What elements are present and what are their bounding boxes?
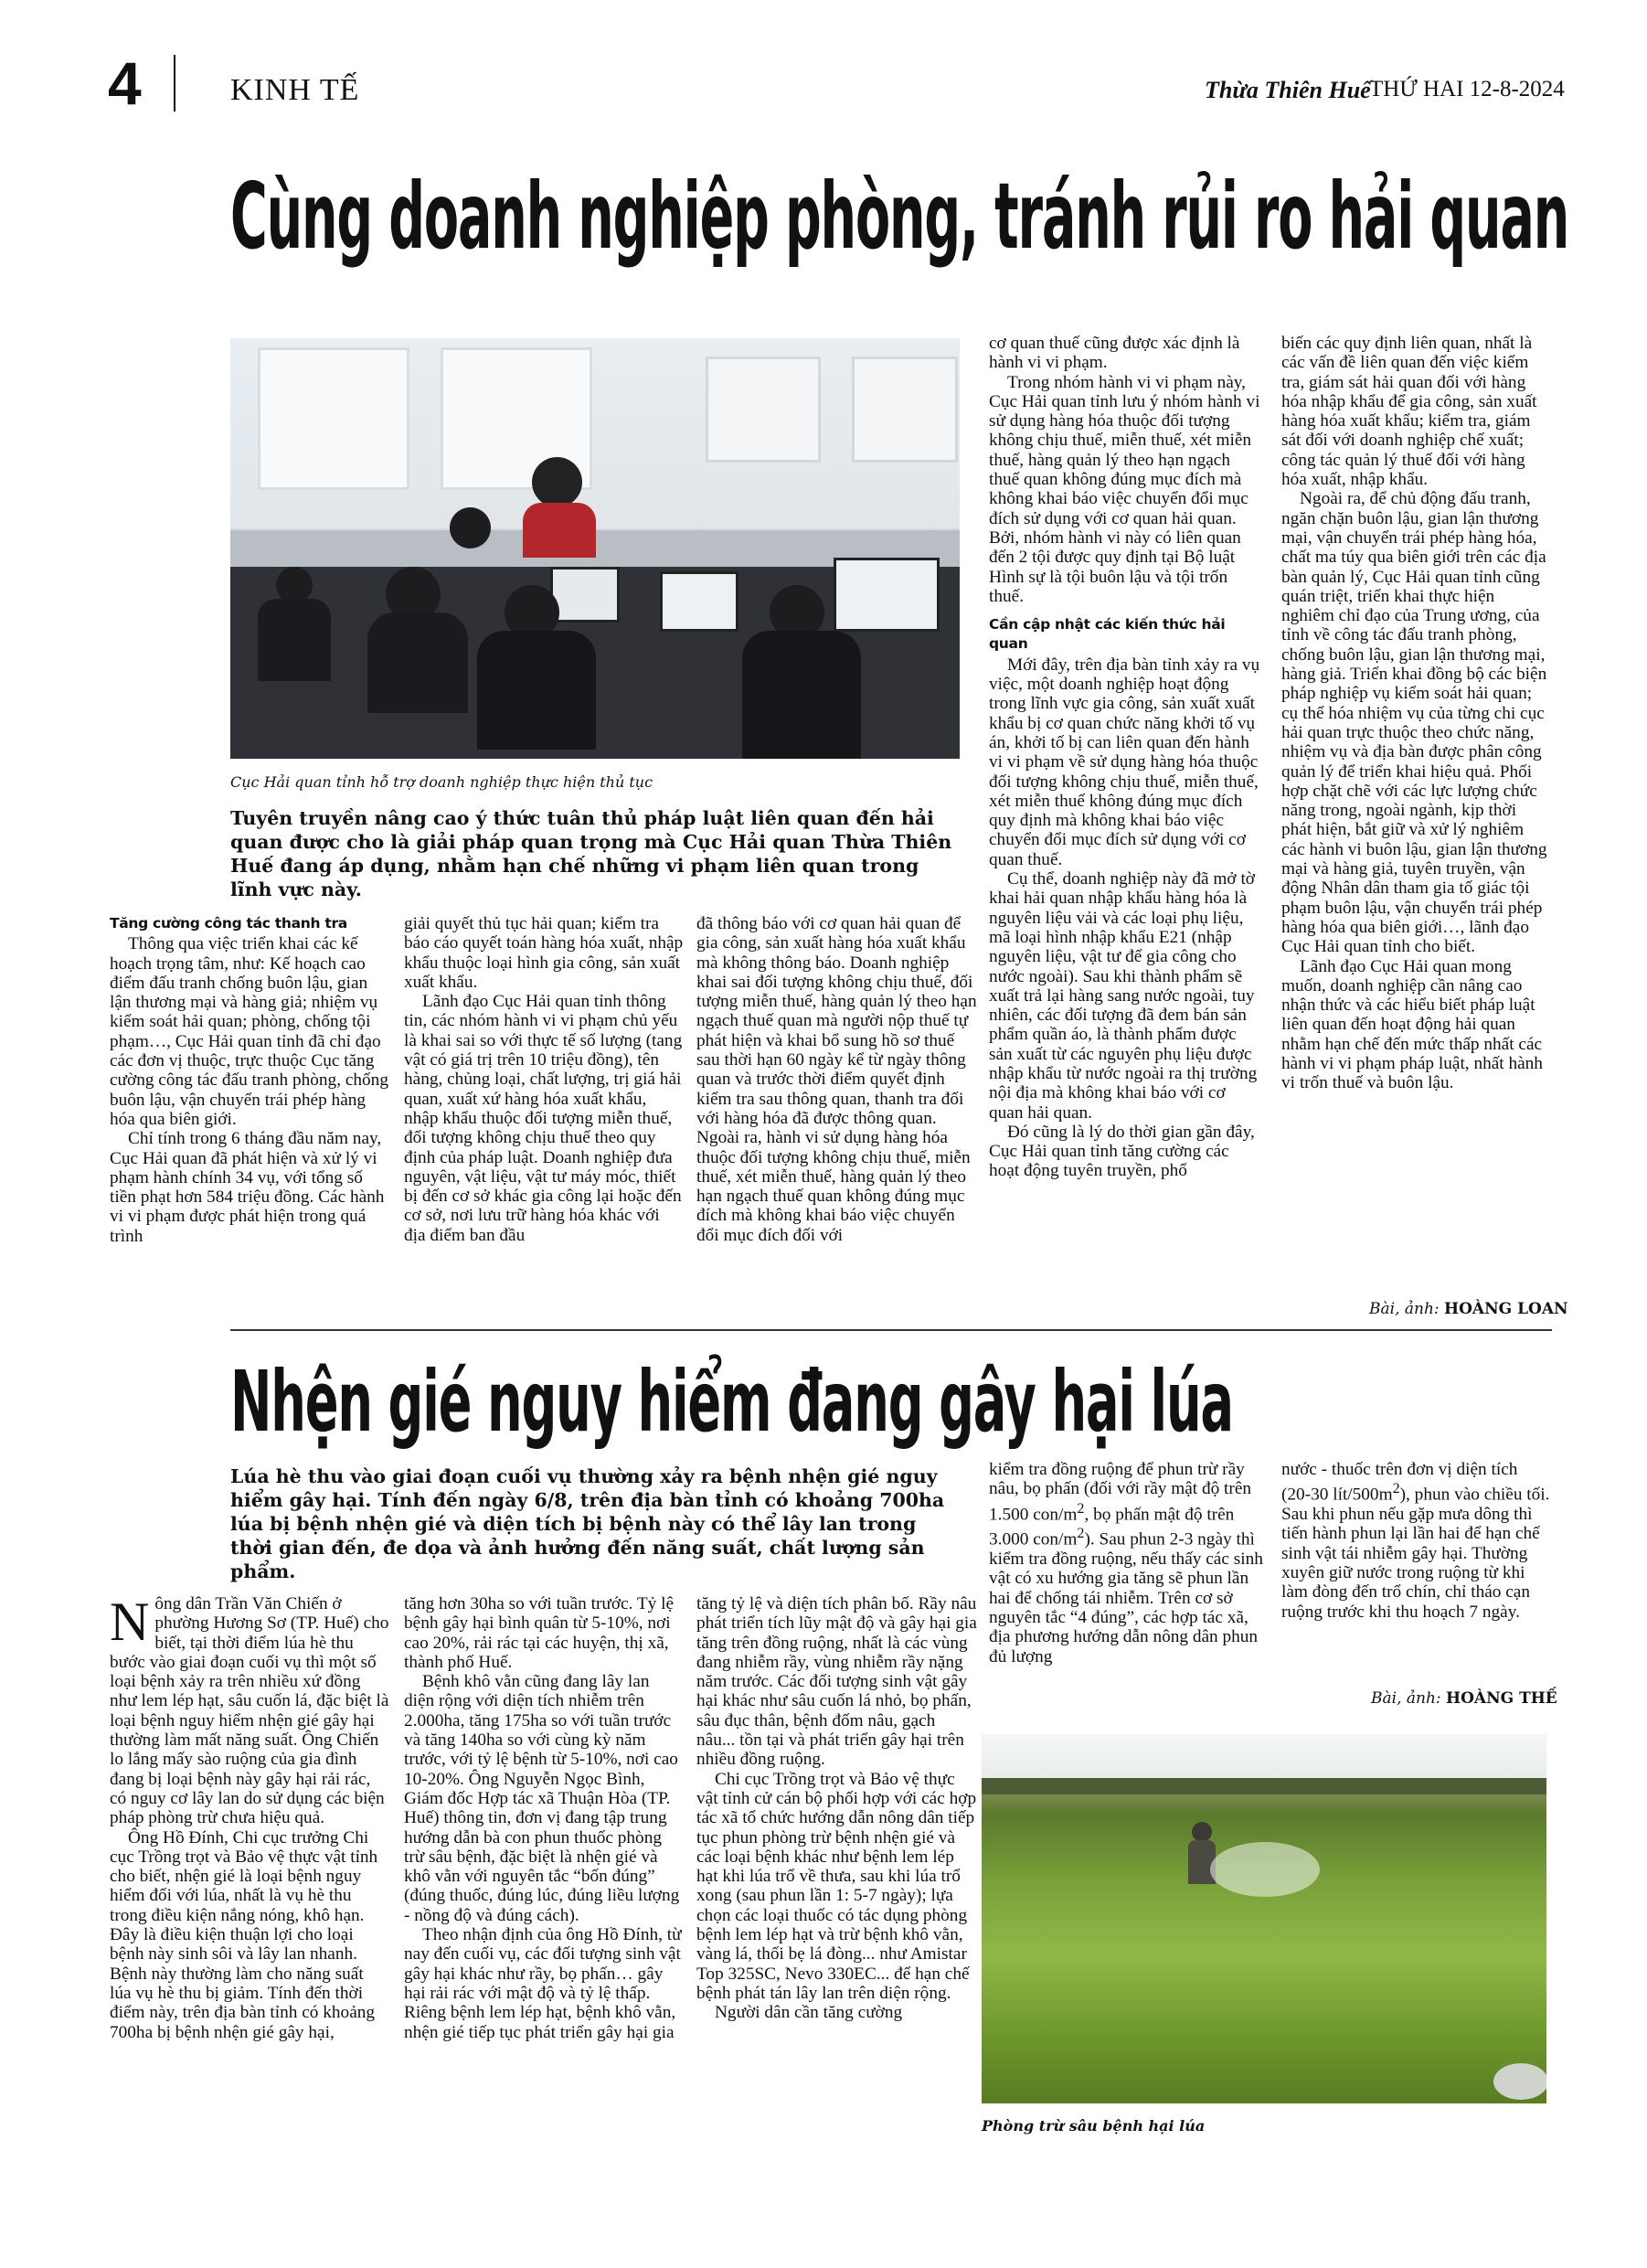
article2-photo-caption: Phòng trừ sâu bệnh hại lúa [982,2117,1206,2135]
article1-column-2 [404,914,684,1245]
superscript: 2 [1077,1526,1085,1542]
paragraph: tăng tỷ lệ và diện tích phân bố. Rầy nâu phát triển tích lũy mật độ và gây hại gia tăng trên đồng ruộng, nhất là các vùng đang nhiễm rầy, vùng nhiễm rầy nặng năm trước. Các đối tượng sinh vật gây hại khác như sâu cuốn lá nhỏ, bọ phấn, sâu đục thân, bệnh đốm nâu, gạch nâu... tồn tại và phát triển gây hại trên nhiều đồng ruộng. [696,1594,977,1770]
paragraph [989,1460,1263,1666]
paragraph-text: ông dân Trần Văn Chiến ở phường Hương Sơ (TP. Huế) cho biết, tại thời điểm lúa hè thu bước vào giai đoạn cuối vụ thì một số loại bệnh xảy ra trên nhiều xứ đồng như lem lép hạt, sâu cuốn lá, đặc biệt là loại bệnh nguy hiểm nhện gié gây hại thường làm mất năng suất. Ông Chiến lo lắng mấy sào ruộng của gia đình đang bị loại bệnh này gây hại rải rác, có nguy cơ lây lan do sử dụng các biện pháp phòng trừ chưa hiệu quả. [110,1594,389,1828]
issue-date: THỨ HAI 12-8-2024 [1369,77,1565,101]
article2-headline: Nhện gié nguy hiểm đang gây hại lúa [230,1353,1233,1451]
paragraph: Ngoài ra, để chủ động đấu tranh, ngăn chặn buôn lậu, gian lận thương mại, vận chuyển trái phép hàng hóa, chất ma túy qua biên giới trên các địa bàn quản lý, Cục Hải quan tỉnh cũng quán triệt, triển khai thực hiện nghiêm chỉ đạo của Trung ương, của tỉnh về công tác đấu tranh phòng, chống buôn lậu, gian lận thương mại, hàng giả. Triển khai đồng bộ các biện pháp nghiệp vụ kiểm soát hải quan; cụ thể hóa nhiệm vụ của từng chi cục hải quan trực thuộc theo chức năng, nhiệm vụ và địa bàn được phân công quản lý để triển khai hiệu quả. Phối hợp chặt chẽ với các lực lượng chức năng trong, ngoài ngành, kịp thời phát hiện, bắt giữ và xử lý nghiêm các hành vi buôn lậu, gian lận thương mại và hàng giả, tuyên truyền, vận động Nhân dân tham gia tố giác tội phạm buôn lậu, vận chuyển trái phép hàng hóa qua biên giới…, lãnh đạo Cục Hải quan tỉnh cho biết. [1281,489,1547,957]
article2-column-5 [1281,1460,1550,1622]
paragraph: Mới đây, trên địa bàn tỉnh xảy ra vụ việc, một doanh nghiệp hoạt động trong lĩnh vực gia công, sản xuất xuất khẩu bị cơ quan chức năng khởi tố vụ án, khởi tố bị can liên quan đến hành vi vi phạm về sử dụng hàng hóa thuộc đối tượng không chịu thuế, miễn thuế, xét miễn thuế không đúng mục đích quy định mà không khai báo việc chuyển đổi mục đích sử dụng với cơ quan thuế. [989,655,1260,869]
newspaper-name: Thừa Thiên Huế [1205,77,1371,103]
article2-column-1 [110,1594,389,2042]
drop-cap: N [110,1592,150,1652]
header-divider [174,55,175,112]
article2-column-3 [696,1594,978,2023]
paragraph: Cụ thể, doanh nghiệp này đã mở tờ khai hải quan nhập khẩu hàng hóa là nguyên liệu vải và các loại phụ liệu, mã loại hình nhập khẩu E21 (nhập nguyên liệu, vật tư để gia công cho nước ngoài). Sau khi thành phẩm sẽ xuất trả lại hàng sang nước ngoài, tuy nhiên, các đối tượng đã đem bán sản phẩm quần áo, là thành phẩm được sản xuất từ các nguyên phụ liệu được nhập khẩu từ nước ngoài ra thị trường nội địa mà không khai báo với cơ quan hải quan. [989,869,1258,1123]
article1-subhead-2: Cần cập nhật các kiến thức hải quan [989,616,1226,653]
paragraph: Thông qua việc triển khai các kế hoạch trọng tâm, như: Kế hoạch cao điểm đấu tranh chống buôn lậu, gian lận thương mại và hàng giả; nhiệm vụ kiểm soát hải quan; phòng, chống tội phạm…, Cục Hải quan tỉnh đã chỉ đạo các đơn vị thuộc, trực thuộc Cục tăng cường công tác đấu tranh phòng, chống buôn lậu, vận chuyển trái phép hàng hóa qua biên giới. [110,934,388,1129]
paragraph: biến các quy định liên quan, nhất là các vấn đề liên quan đến việc kiểm tra, giám sát hải quan đối với hàng hóa nhập khẩu để gia công, sản xuất hàng hóa xuất khẩu; kiểm tra, giám sát đối với doanh nghiệp chế xuất; công tác quản lý thuế đối với hàng hóa xuất, nhập khẩu. [1281,334,1537,490]
article1-column-4 [989,334,1263,1181]
text-run: kiểm tra đồng ruộng để phun trừ rầy nâu, bọ phấn (đối với rầy mật độ trên 1.500 con/m [989,1460,1252,1525]
paragraph: giải quyết thủ tục hải quan; kiểm tra báo cáo quyết toán hàng hóa xuất, nhập khẩu thuộc loại hình gia công, sản xuất xuất khẩu. [404,914,684,992]
paragraph: Lãnh đạo Cục Hải quan mong muốn, doanh nghiệp cần nâng cao nhận thức và các hiểu biết pháp luật liên quan đến hoạt động hải quan nhằm hạn chế đến mức thấp nhất các hành vi vi phạm pháp luật, nhất hành vi trốn thuế và buôn lậu. [1281,956,1543,1093]
paragraph: Người dân cần tăng cường [715,2003,903,2023]
text-run: nước - thuốc trên đơn vị diện tích (20-30 lít/500m [1281,1460,1518,1505]
byline-prefix: Bài, ảnh: [1369,1300,1440,1318]
paragraph [110,1594,389,1828]
article2-column-4 [989,1460,1263,1666]
article1-byline [1369,1300,1568,1318]
paragraph: Bệnh khô vằn cũng đang lây lan diện rộng với diện tích nhiễm trên 2.000ha, tăng 175ha so với tuần trước và tăng 140ha so với cùng kỳ năm trước, với tỷ lệ bệnh từ 5-10%, nơi cao 10-20%. Ông Nguyễn Ngọc Bình, Giám đốc Hợp tác xã Thuận Hòa (TP. Huế) thông tin, đơn vị đang tập trung hướng dẫn bà con phun thuốc phòng trừ sâu bệnh, đặc biệt là nhện gié và khô vằn với nguyên tắc “bốn đúng” (đúng thuốc, đúng lúc, đúng liều lượng - nồng độ và đúng cách). [404,1672,680,1925]
paragraph: Ông Hồ Đính, Chi cục trưởng Chi cục Trồng trọt và Bảo vệ thực vật tỉnh cho biết, nhện gié là loại bệnh nguy hiểm đối với lúa, nhất là vụ hè thu trong điều kiện nắng nóng, khô hạn. Đây là điều kiện thuận lợi cho loại bệnh này sinh sôi và lây lan nhanh. Bệnh này thường làm cho năng suất lúa vụ hè thu bị giảm. Tính đến thời điểm này, trên địa bàn tỉnh có khoảng 700ha bị bệnh nhện gié gây hại, [110,1827,378,2042]
paragraph: Trong nhóm hành vi vi phạm này, Cục Hải quan tỉnh lưu ý nhóm hành vi sử dụng hàng hóa thuộc đối tượng không chịu thuế, miễn thuế, xét miễn thuế, hàng quản lý theo hạn ngạch thuế quan không đúng mục đích mà không khai báo việc chuyển đổi mục đích sử dụng với cơ quan hải quan. Bởi, nhóm hành vi này có liên quan đến 2 tội được quy định tại Bộ luật Hình sự là tội buôn lậu và tội trốn thuế. [989,372,1260,606]
byline-prefix: Bài, ảnh: [1371,1689,1441,1708]
paragraph: Theo nhận định của ông Hồ Đính, từ nay đến cuối vụ, các đối tượng sinh vật gây hại khác như rầy, bọ phấn… gây hại rải rác với mật độ và tỷ lệ thấp. Riêng bệnh lem lép hạt, bệnh khô vằn, nhện gié tiếp tục phát triển gây hại gia [404,1925,682,2042]
section-name: KINH TẾ [230,73,360,107]
paragraph [1281,1460,1550,1622]
paragraph: Lãnh đạo Cục Hải quan tỉnh thông tin, các nhóm hành vi vi phạm chủ yếu là khai sai so với thực tế số lượng (tang vật có giá trị trên 10 triệu đồng), tên hàng, chủng loại, chất lượng, trị giá hải quan, xuất xứ hàng hóa xuất khẩu, nhập khẩu thuộc đối tượng miễn thuế, đối tượng không chịu thuế theo quy định của pháp luật. Doanh nghiệp đưa nguyên, vật liệu, vật tư máy móc, thiết bị đến cơ sở khác gia công lại hoặc đến cơ sở, nơi lưu trữ hàng hóa khác với địa điểm ban đầu [404,992,683,1245]
page-number: 4 [108,49,142,117]
article1-subhead-1: Tăng cường công tác thanh tra [110,915,347,932]
byline-author: HOÀNG THẾ [1446,1689,1557,1708]
paragraph: cơ quan thuế cũng được xác định là hành vi vi phạm. [989,334,1240,373]
article1-photo-caption: Cục Hải quan tỉnh hỗ trợ doanh nghiệp thực hiện thủ tục [230,773,653,791]
paragraph: Chỉ tính trong 6 tháng đầu năm nay, Cục Hải quan đã phát hiện và xử lý vi phạm hành chính 34 vụ, với tổng số tiền phạt hơn 584 triệu đồng. Các hành vi vi phạm được phát hiện trong quá trình [110,1129,385,1246]
article1-column-5 [1281,334,1550,1093]
article1-photo-customs-office [230,338,960,759]
text-run: ), phun vào chiều tối. Sau khi phun nếu gặp mưa dông thì tiến hành phun lại lần hai để hạn chế sinh vật tái nhiễm gây hại. Thường xuyên giữ nước trong ruộng từ khi làm đòng đến trổ chín, chỉ tháo cạn ruộng trước khi thu hoạch 7 ngày. [1281,1485,1550,1622]
paragraph: đã thông báo với cơ quan hải quan để gia công, sản xuất hàng hóa xuất khẩu mà không thông báo. Doanh nghiệp khai sai đối tượng không chịu thuế, đối tượng miễn thuế, hàng quản lý theo hạn ngạch thuế quan mà người nộp thuế tự phát hiện và khai bổ sung hồ sơ thuế sau thời hạn 60 ngày kể từ ngày thông quan và trước thời điểm quyết định kiểm tra sau thông quan, thanh tra đối với hàng hóa đã được thông quan. Ngoài ra, hành vi sử dụng hàng hóa thuộc đối tượng không chịu thuế, miễn thuế, xét miễn thuế, hàng quản lý theo hạn ngạch thuế quan không đúng mục đích mà không khai báo việc chuyển đổi mục đích đối với [696,914,977,1245]
article2-photo-rice-field [982,1734,1546,2103]
article2-lead: Lúa hè thu vào giai đoạn cuối vụ thường xảy ra bệnh nhện gié nguy hiểm gây hại. Tính đến ngày 6/8, trên địa bàn tỉnh có khoảng 700ha lúa bị bệnh nhện gié và diện tích bị bệnh này có thể lây lan trong thời gian đến, đe dọa và ảnh hưởng đến năng suất, chất lượng sản phẩm. [230,1465,945,1582]
text-run: ). Sau phun 2-3 ngày thì kiểm tra đồng ruộng, nếu thấy các sinh vật có xu hướng gia tăng sẽ phun lần hai để chống tái nhiễm. Trên cơ sở nguyên tắc “4 đúng”, các hợp tác xã, địa phương hướng dẫn nông dân phun đủ lượng [989,1529,1263,1666]
superscript: 2 [1392,1481,1400,1497]
byline-author: HOÀNG LOAN [1444,1300,1568,1318]
article1-lead: Tuyên truyền nâng cao ý thức tuân thủ pháp luật liên quan đến hải quan được cho là giải pháp quan trọng mà Cục Hải quan Thừa Thiên Huế đang áp dụng, nhằm hạn chế những vi phạm liên quan trong lĩnh vực này. [230,807,952,900]
article1-column-3 [696,914,978,1245]
article1-column-1 [110,914,389,1246]
paragraph: tăng hơn 30ha so với tuần trước. Tỷ lệ bệnh gây hại bình quân từ 5-10%, nơi cao 20%, rải rác tại các huyện, thị xã, thành phố Huế. [404,1594,675,1672]
superscript: 2 [1077,1500,1085,1517]
article2-byline [1371,1689,1557,1708]
article-divider [230,1329,1552,1331]
text-run: , bọ phấn mật độ trên 3.000 con/m [989,1505,1235,1549]
article1-headline: Cùng doanh nghiệp phòng, tránh rủi ro hải quan [230,163,1569,270]
paragraph: Đó cũng là lý do thời gian gần đây, Cục Hải quan tỉnh tăng cường các hoạt động tuyên truyền, phổ [989,1122,1255,1181]
article2-column-2 [404,1594,684,2042]
paragraph: Chi cục Trồng trọt và Bảo vệ thực vật tỉnh cử cán bộ phối hợp với các hợp tác xã tổ chức hướng dẫn nông dân tiếp tục phun phòng trừ bệnh nhện gié và các loại bệnh khác như bệnh lem lép hạt khi lúa trổ về thưa, sau khi lúa trổ xong (sau phun lần 1: 5-7 ngày); lựa chọn các loại thuốc có tác dụng phòng bệnh lem lép hạt và trừ bệnh khô vằn, vàng lá, thối bẹ lá đòng... như Amistar Top 325SC, Nevo 330EC... để hạn chế bệnh phát tán lây lan trên diện rộng. [696,1769,977,2003]
